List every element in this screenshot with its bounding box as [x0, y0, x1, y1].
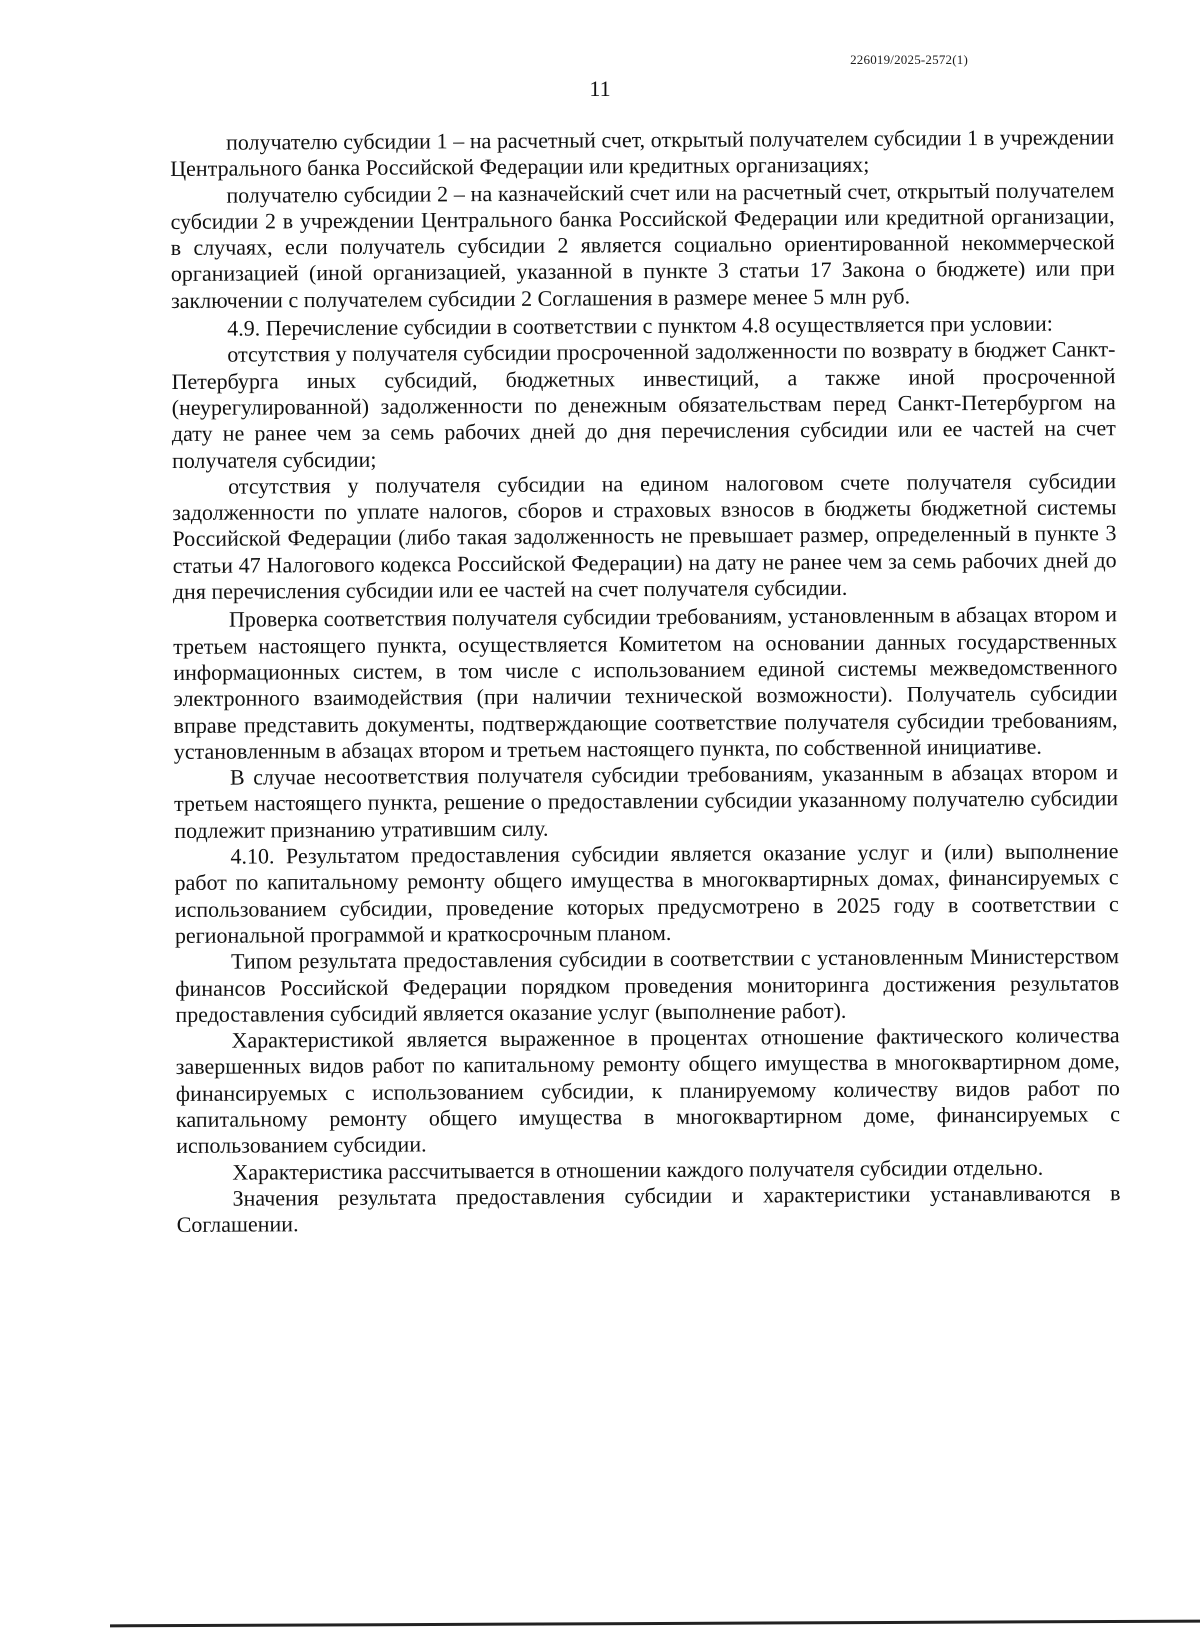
- scan-bottom-edge-line: [110, 1620, 1200, 1628]
- paragraph-clause-4-9: 4.9. Перечисление субсидии в соответствии с пунктом 4.8 осуществляется при условии:: [227, 310, 1053, 341]
- paragraph-compliance-check: Проверка соответствия получателя субсидии требованиям, установленным в абзацах втором и третьем настоящего пункта, осуществляется Комитетом на основании данных государственных информационных систем, в том числе с использованием единой системы межведомственного электронного взаимодействия (при наличии технической возможности). Получатель субсидии вправе представить документы, подтверждающие соответствие получателя субсидии требованиям, установленным в абзацах втором и третьем настоящего пункта, по собственной инициативе.: [173, 601, 1118, 764]
- paragraph-recipient-1-account: получателю субсидии 1 – на расчетный счет, открытый получателем субсидии 1 в учреждении Центрального банка Российской Федерации или кредитных организациях;: [170, 124, 1115, 182]
- page-number: 11: [589, 76, 611, 101]
- document-body: [170, 124, 1121, 1238]
- paragraph-values-in-agreement: Значения результата предоставления субсидии и характеристики устанавливаются в Соглашении.: [176, 1180, 1121, 1238]
- paragraph-characteristic: Характеристикой является выраженное в процентах отношение фактического количества завершенных видов работ по капитальному ремонту общего имущества в многоквартирном доме, финансируемых с использованием субсидии, к планируемому количеству видов работ по капитальному ремонту общего имущества в многоквартирном доме, финансируемых с использованием субсидии.: [175, 1022, 1121, 1159]
- paragraph-recipient-2-account: получателю субсидии 2 – на казначейский счет или на расчетный счет, открытый получателем субсидии 2 в учреждении Центрального банка Российской Федерации или кредитной организации, в случаях, если получатель субсидии 2 является социально ориентированной некоммерческой организацией (иной организацией, указанной в пункте 3 статьи 17 Закона о бюджете) или при заключении с получателем субсидии 2 Соглашения в размере менее 5 млн руб.: [170, 176, 1115, 313]
- paragraph-no-tax-debt: отсутствия у получателя субсидии на едином налоговом счете получателя субсидии задолженности по уплате налогов, сборов и страховых взносов в бюджеты бюджетной системы Российской Федерации (либо такая задолженность не превышает размер, определенный в пункте 3 статьи 47 Налогового кодекса Российской Федерации) на дату не ранее чем за семь рабочих дней до дня перечисления субсидии или ее частей на счет получателя субсидии.: [172, 468, 1117, 605]
- paragraph-characteristic-calculation: Характеристика рассчитывается в отношении каждого получателя субсидии отдельно.: [232, 1154, 1044, 1185]
- paragraph-no-overdue-debt: отсутствия у получателя субсидии просроченной задолженности по возврату в бюджет Санкт-Петербурга иных субсидий, бюджетных инвестиций, а также иной просроченной (неурегулированной) задолженности по денежным обязательствам перед Санкт-Петербургом на дату не ранее чем за семь рабочих дней до дня перечисления субсидии или ее частей на счет получателя субсидии;: [171, 336, 1116, 473]
- paragraph-non-compliance: В случае несоответствия получателя субсидии требованиям, указанным в абзацах втором и третьем настоящего пункта, решение о предоставлении субсидии указанному получателю субсидии подлежит признанию утратившим силу.: [174, 759, 1119, 843]
- document-registration-number: 226019/2025-2572(1): [850, 52, 968, 67]
- paragraph-result-type: Типом результата предоставления субсидии в соответствии с установленным Министерством финансов Российской Федерации порядком проведения мониторинга достижения результатов предоставления субсидий является оказание услуг (выполнение работ).: [175, 943, 1120, 1027]
- paragraph-clause-4-10: 4.10. Результатом предоставления субсидии является оказание услуг и (или) выполнение работ по капитальному ремонту общего имущества в многоквартирных домах, финансируемых с использованием субсидии, проведение которых предусмотрено в 2025 году в соответствии с региональной программой и краткосрочным планом.: [174, 838, 1119, 948]
